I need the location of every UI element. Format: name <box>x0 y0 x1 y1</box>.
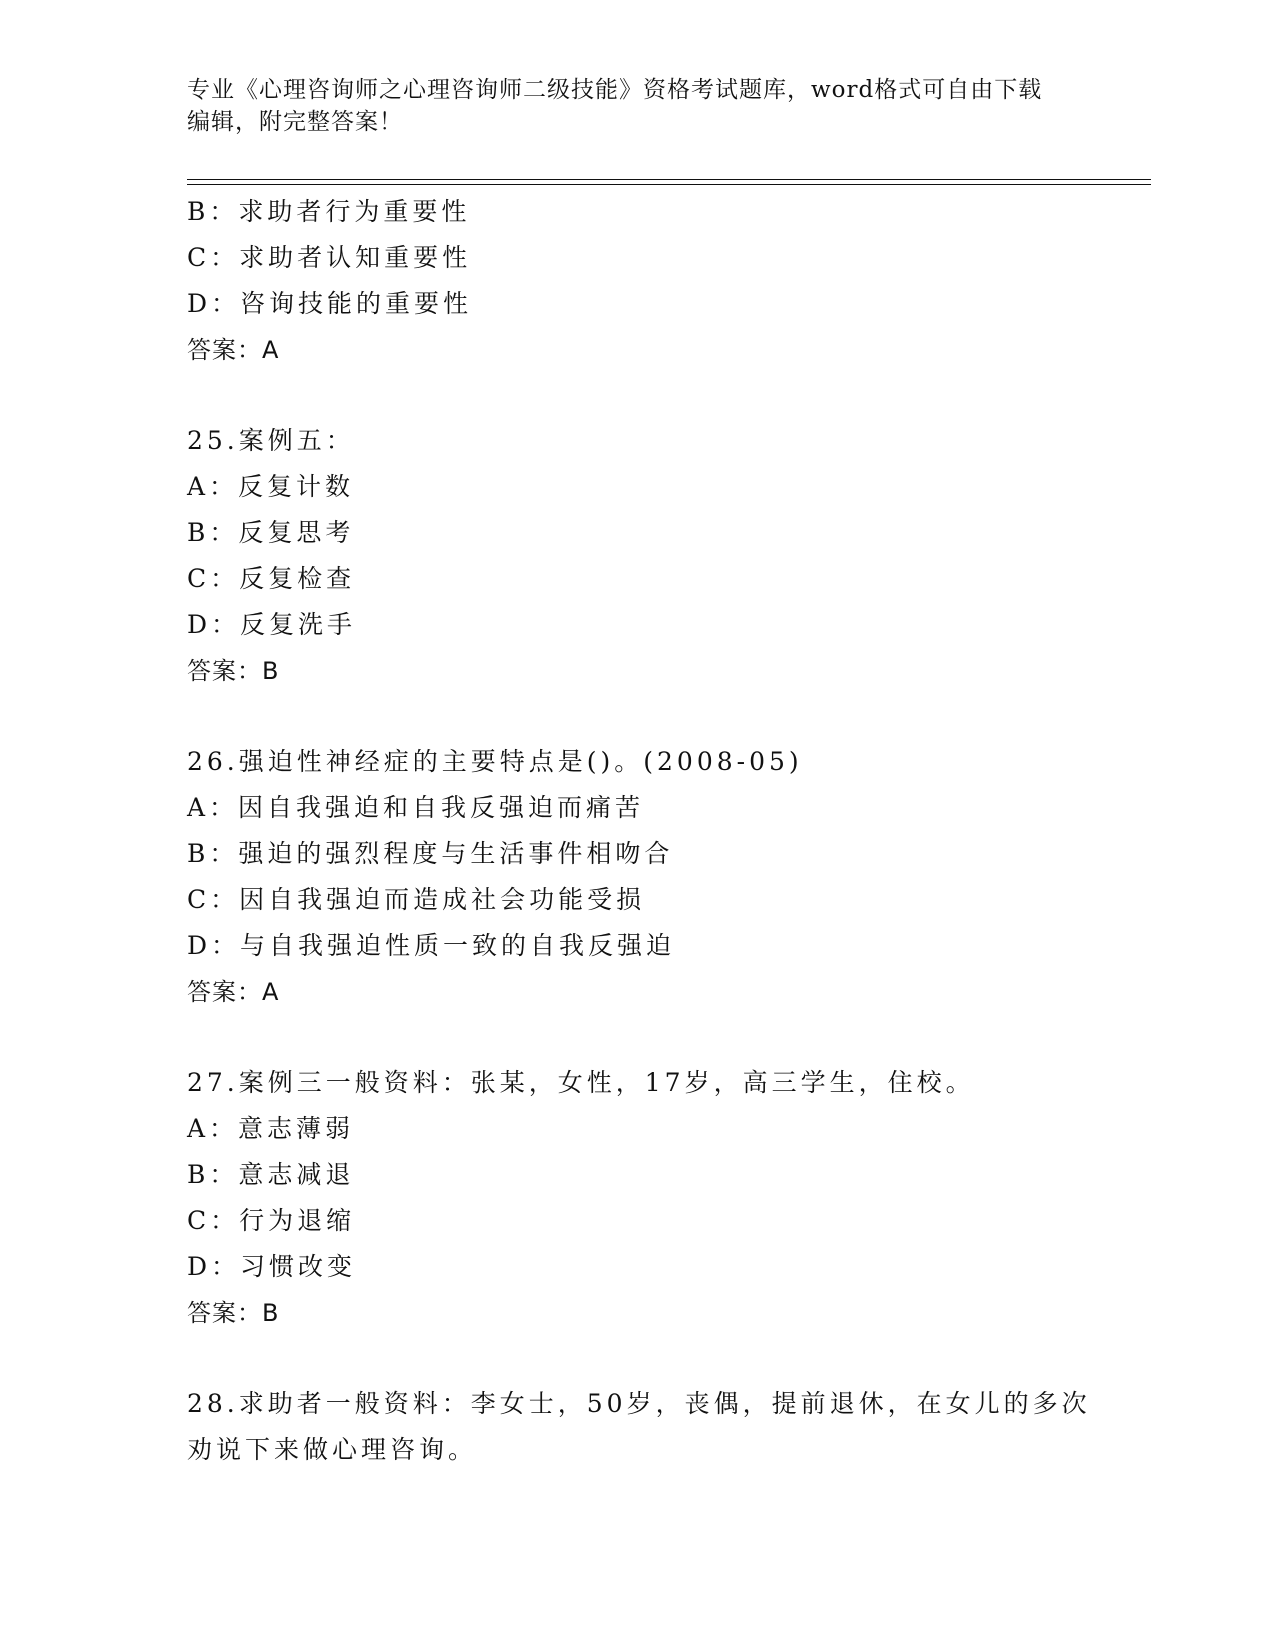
header-divider-top <box>187 179 1151 180</box>
question-28 <box>187 1381 1147 1473</box>
question-stem: 25.案例五： <box>187 426 355 455</box>
option-c: C：求助者认知重要性 <box>187 243 472 272</box>
spacer <box>187 1336 1147 1381</box>
option-a: A：反复计数 <box>187 472 355 501</box>
answer-line: 答案：B <box>187 1299 280 1327</box>
question-26 <box>187 739 1147 1015</box>
question-stem: 27.案例三一般资料：张某，女性，17岁，高三学生，住校。 <box>187 1068 975 1097</box>
option-a: A：意志薄弱 <box>187 1114 355 1143</box>
option-b: B：强迫的强烈程度与生活事件相吻合 <box>187 839 674 868</box>
spacer <box>187 1015 1147 1060</box>
question-27 <box>187 1060 1147 1336</box>
option-d: D：咨询技能的重要性 <box>187 289 473 318</box>
question-stem-line-2: 劝说下来做心理咨询。 <box>187 1435 478 1464</box>
question-24-continued <box>187 189 1147 373</box>
option-b: B：意志减退 <box>187 1160 355 1189</box>
spacer <box>187 694 1147 739</box>
option-c: C：反复检查 <box>187 564 356 593</box>
option-c: C：因自我强迫而造成社会功能受损 <box>187 885 646 914</box>
answer-line: 答案：B <box>187 657 280 685</box>
option-b: B：求助者行为重要性 <box>187 197 471 226</box>
header-divider-bottom <box>187 184 1151 185</box>
option-c: C：行为退缩 <box>187 1206 356 1235</box>
option-b: B：反复思考 <box>187 518 355 547</box>
answer-line: 答案：A <box>187 978 280 1006</box>
question-stem: 26.强迫性神经症的主要特点是()。(2008-05) <box>187 747 803 776</box>
question-25 <box>187 418 1147 694</box>
spacer <box>187 373 1147 418</box>
option-d: D：习惯改变 <box>187 1252 357 1281</box>
question-stem-line-1: 28.求助者一般资料：李女士，50岁，丧偶，提前退休，在女儿的多次 <box>187 1389 1091 1418</box>
document-header <box>187 74 1087 138</box>
header-line-1: 专业《心理咨询师之心理咨询师二级技能》资格考试题库，word格式可自由下载 <box>187 77 1043 103</box>
header-line-2: 编辑，附完整答案！ <box>187 109 403 135</box>
option-a: A：因自我强迫和自我反强迫而痛苦 <box>187 793 645 822</box>
option-d: D：反复洗手 <box>187 610 357 639</box>
question-list <box>187 189 1147 1473</box>
answer-line: 答案：A <box>187 336 280 364</box>
option-d: D：与自我强迫性质一致的自我反强迫 <box>187 931 676 960</box>
